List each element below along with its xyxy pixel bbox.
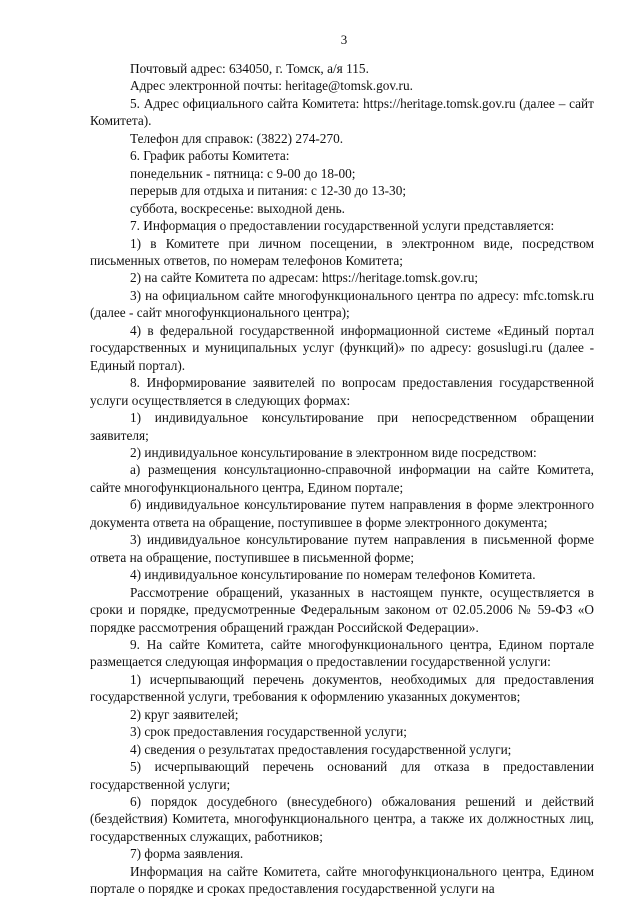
paragraph-schedule-weekend: суббота, воскресенье: выходной день. bbox=[130, 200, 345, 216]
paragraph-schedule-break: перерыв для отдыха и питания: с 12-30 до 13-30; bbox=[130, 183, 407, 199]
paragraph-informing-item-1: 1) индивидуальное консультирование при непосредственном обращении заявителя; bbox=[90, 410, 594, 443]
document-body bbox=[90, 60, 594, 898]
paragraph-website-info-item-7: 7) форма заявления. bbox=[130, 846, 244, 862]
paragraph-informing-item-2b: б) индивидуальное консультирование путем направления в форме электронного документа ответа на обращение, поступившее в форме электронного документа; bbox=[90, 497, 594, 530]
paragraph-website-info-item-3: 3) срок предоставления государственной услуги; bbox=[130, 724, 407, 740]
paragraph-website-info-heading: 9. На сайте Комитета, сайте многофункционального центра, Едином портале размещается следующая информация о предоставлении государственной услуги: bbox=[90, 636, 594, 670]
paragraph-website-info-item-2: 2) круг заявителей; bbox=[130, 706, 239, 722]
paragraph-final-info: Информация на сайте Комитета, сайте многофункционального центра, Едином портале о порядке и сроках предоставления государственной услуги на bbox=[90, 863, 594, 897]
paragraph-website-info-item-6: 6) порядок досудебного (внесудебного) обжалования решений и действий (бездействия) Комитета, многофункционального центра, а также их должностных лиц, государственных служащих, работников; bbox=[90, 794, 594, 844]
paragraph-info-heading: 7. Информация о предоставлении государственной услуги представляется: bbox=[130, 218, 555, 234]
paragraph-informing-item-2a: а) размещения консультационно-справочной информации на сайте Комитета, сайте многофункционального центра, Едином портале; bbox=[90, 462, 594, 495]
paragraph-email: Адрес электронной почты: heritage@tomsk.gov.ru. bbox=[130, 78, 413, 94]
paragraph-schedule-weekdays: понедельник - пятница: с 9-00 до 18-00; bbox=[130, 165, 356, 181]
paragraph-website-info-item-1: 1) исчерпывающий перечень документов, необходимых для предоставления государственной услуги, требования к оформлению указанных документов; bbox=[90, 671, 594, 705]
paragraph-phone: Телефон для справок: (3822) 274-270. bbox=[130, 130, 344, 146]
paragraph-schedule-heading: 6. График работы Комитета: bbox=[130, 148, 290, 164]
paragraph-website-info-item-5: 5) исчерпывающий перечень оснований для отказа в предоставлении государственной услуги; bbox=[90, 759, 594, 792]
paragraph-appeals-review: Рассмотрение обращений, указанных в настоящем пункте, осуществляется в сроки и порядке, предусмотренные Федеральным законом от 02.05.2006 № 59-ФЗ «О порядке рассмотрения обращений граждан Российской Федерации». bbox=[90, 584, 594, 635]
paragraph-website-info-item-4: 4) сведения о результатах предоставления государственной услуги; bbox=[130, 741, 512, 757]
page-number: 3 bbox=[340, 32, 348, 47]
paragraph-informing-item-4: 4) индивидуальное консультирование по номерам телефонов Комитета. bbox=[130, 567, 536, 583]
paragraph-info-item-1: 1) в Комитете при личном посещении, в электронном виде, посредством письменных ответов, по номерам телефонов Комитета; bbox=[90, 235, 594, 268]
paragraph-info-item-2: 2) на сайте Комитета по адресам: https://heritage.tomsk.gov.ru; bbox=[130, 270, 479, 286]
paragraph-website: 5. Адрес официального сайта Комитета: https://heritage.tomsk.gov.ru (далее – сайт Комитета). bbox=[90, 95, 594, 129]
paragraph-info-item-4: 4) в федеральной государственной информационной системе «Единый портал государственных и муниципальных услуг (функций)» по адресу: gosuslugi.ru (далее - Единый портал). bbox=[90, 322, 594, 373]
paragraph-informing-heading: 8. Информирование заявителей по вопросам предоставления государственной услуги осуществляется в следующих формах: bbox=[90, 375, 594, 408]
paragraph-informing-item-3: 3) индивидуальное консультирование путем направления в письменной форме ответа на обращение, поступившее в письменной форме; bbox=[90, 532, 594, 565]
paragraph-postal-address: Почтовый адрес: 634050, г. Томск, а/я 115. bbox=[130, 61, 369, 76]
paragraph-info-item-3: 3) на официальном сайте многофункционального центра по адресу: mfc.tomsk.ru (далее - сайт многофункционального центра); bbox=[90, 287, 594, 321]
paragraph-informing-item-2: 2) индивидуальное консультирование в электронном виде посредством: bbox=[130, 444, 537, 460]
